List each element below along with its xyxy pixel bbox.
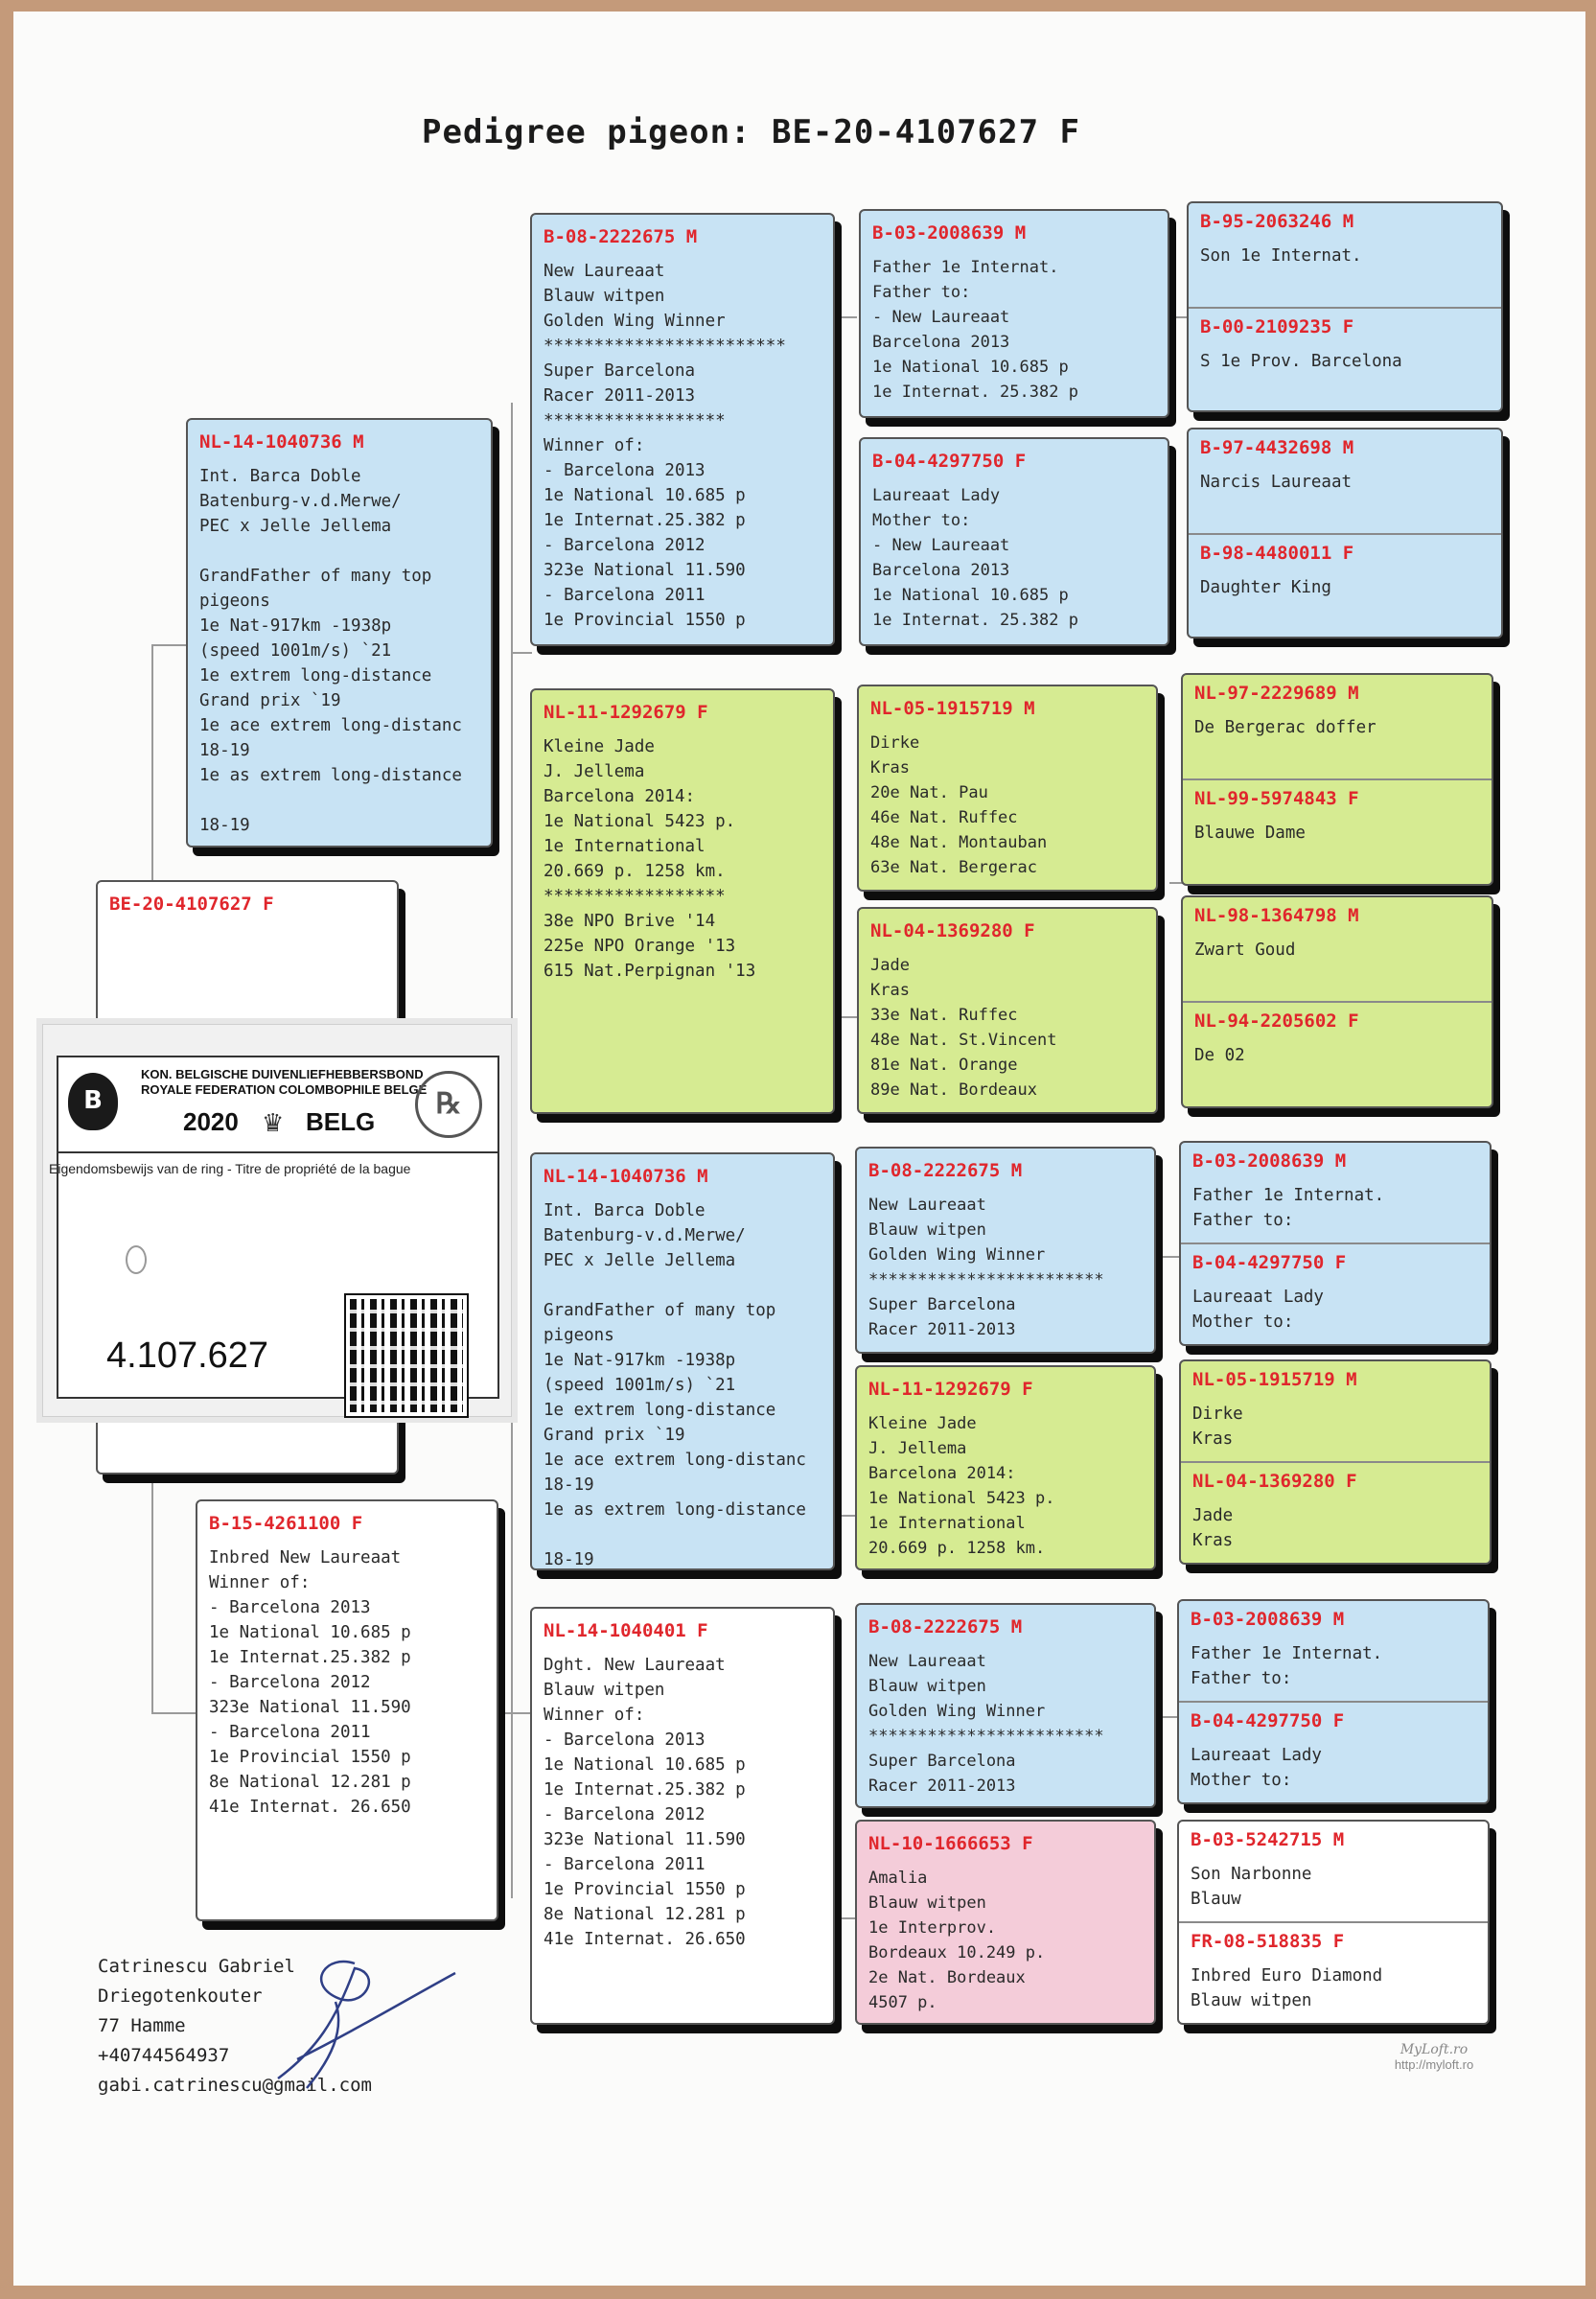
pigeon-notes: S 1e Prov. Barcelona: [1200, 352, 1402, 371]
federation-name-nl: KON. BELGISCHE DUIVENLIEFHEBBERSBOND: [141, 1067, 424, 1081]
pigeon-notes: Father 1e Internat. Father to:: [1192, 1186, 1385, 1230]
pigeon-entry[interactable]: [1189, 203, 1501, 307]
pigeon-notes: Int. Barca Doble Batenburg-v.d.Merwe/ PEC x Jelle Jellema GrandFather of many top pigeons 1e Nat-917km -1938p (speed 1001m/s) `21 1e extrem long-distance Grand prix `19 1e ace extrem long-distanc 18-19 1e as extrem long-distance 18-19: [199, 467, 462, 835]
ring-number: B-03-2008639 M: [872, 222, 1027, 244]
ddd-card[interactable]: [855, 1820, 1156, 2025]
ring-number: B-08-2222675 M: [544, 226, 698, 247]
pigeon-notes: New Laureaat Blauw witpen Golden Wing Winner ************************ Super Barcelona Racer 2011-2013 ****************** Winner of: - Barcelona 2013 1e National 10.685 p 1e Internat.25.382 p - Barcelona 2012 323e National 11.590 - Barcelona 2011 1e Provincial 1550 p: [544, 262, 786, 630]
ring-number: NL-99-5974843 F: [1194, 788, 1359, 809]
signature-icon: [240, 1944, 460, 2098]
pigeon-entry[interactable]: [1183, 897, 1492, 1001]
ring-number: B-03-2008639 M: [1192, 1150, 1347, 1172]
ring-number: B-08-2222675 M: [868, 1160, 1023, 1181]
ring-number: B-95-2063246 M: [1200, 211, 1354, 232]
pigeon-notes: Son 1e Internat.: [1200, 246, 1362, 266]
page-title: Pedigree pigeon: BE-20-4107627 F: [422, 113, 1081, 151]
connector-line: [836, 1917, 855, 1919]
ring-number: B-04-4297750 F: [1192, 1252, 1347, 1273]
sss-card[interactable]: [859, 209, 1169, 418]
dam-card[interactable]: [196, 1499, 498, 1921]
pigeon-entry[interactable]: [1181, 1242, 1490, 1346]
pigeon-notes: Inbred New Laureaat Winner of: - Barcelona 2013 1e National 10.685 p 1e Internat.25.382 p - Barcelona 2012 323e National 11.590 - Barcelona 2011 1e Provincial 1550 p 8e National 12.281 p 41e Internat. 26.650: [209, 1548, 411, 1817]
pigeon-notes: Amalia Blauw witpen 1e Interprov. Bordeaux 10.249 p. 2e Nat. Bordeaux 4507 p.: [868, 1869, 1046, 2012]
qr-code-icon: [346, 1295, 467, 1416]
pigeon-entry[interactable]: [1179, 1701, 1488, 1804]
connector-line: [511, 1361, 513, 1898]
pigeon-entry[interactable]: [1179, 1822, 1488, 1921]
stamp-brand: MyLoft.ro: [1399, 2042, 1469, 2057]
certificate-card: [49, 1056, 499, 1399]
ring-number: NL-05-1915719 M: [1192, 1369, 1357, 1390]
ring-number: NL-14-1040736 M: [199, 431, 364, 453]
ring-number: B-04-4297750 F: [1191, 1710, 1345, 1731]
pigeon-notes: De Bergerac doffer: [1194, 718, 1376, 737]
pigeon-notes: Jade Kras 33e Nat. Ruffec 48e Nat. St.Vincent 81e Nat. Orange 89e Nat. Bordeaux: [870, 956, 1057, 1100]
g4-card-8[interactable]: [1177, 1820, 1490, 2025]
ring-number: B-04-4297750 F: [872, 451, 1027, 472]
pigeon-entry[interactable]: [1179, 1601, 1488, 1701]
connector-line: [1162, 1256, 1179, 1258]
sire-dam-card[interactable]: [530, 688, 835, 1114]
g4-card-3[interactable]: [1181, 673, 1493, 886]
owner-contact: Catrinescu Gabriel Driegotenkouter 77 Hamme +40744564937 gabi.catrinescu@gmail.com: [98, 1956, 372, 2096]
ring-number: NL-97-2229689 M: [1194, 683, 1359, 704]
connector-line: [511, 652, 532, 654]
ring-number: NL-04-1369280 F: [1192, 1471, 1357, 1492]
ring-number: B-15-4261100 F: [209, 1513, 363, 1534]
pigeon-notes: New Laureaat Blauw witpen Golden Wing Winner ************************ Super Barcelona Racer 2011-2013: [868, 1196, 1104, 1339]
pigeon-notes: Zwart Goud: [1194, 940, 1296, 960]
federation-crest-icon: B: [68, 1073, 118, 1130]
g4-card-5[interactable]: [1179, 1141, 1492, 1346]
ring-number: NL-04-1369280 F: [870, 920, 1035, 941]
pigeon-notes: Kleine Jade J. Jellema Barcelona 2014: 1e National 5423 p. 1e International 20.669 p. 1258 km. ****************** 38e NPO Brive '14 225e NPO Orange '13 615 Nat.Perpignan '13: [544, 737, 756, 981]
ring-number: NL-98-1364798 M: [1194, 905, 1359, 926]
connector-line: [1169, 316, 1187, 318]
sdd-card[interactable]: [857, 907, 1158, 1114]
dam-dam-card[interactable]: [530, 1607, 835, 2025]
sire-card[interactable]: [186, 418, 493, 848]
ssd-card[interactable]: [859, 437, 1169, 646]
pigeon-entry[interactable]: [1189, 430, 1501, 533]
ring-number: B-03-5242715 M: [1191, 1829, 1345, 1850]
g4-card-2[interactable]: [1187, 428, 1503, 639]
ring-number: NL-14-1040401 F: [544, 1620, 708, 1641]
punch-hole-icon: [126, 1245, 147, 1274]
ring-number: NL-94-2205602 F: [1194, 1010, 1359, 1032]
ring-number: NL-11-1292679 F: [544, 702, 708, 723]
connector-line: [836, 1515, 855, 1517]
pigeon-notes: Laureaat Lady Mother to: - New Laureaat Barcelona 2013 1e National 10.685 p 1e Internat. 25.382 p: [872, 486, 1078, 630]
certificate-header: [49, 1057, 497, 1176]
certificate-year: 2020: [183, 1107, 239, 1136]
pigeon-notes: Dirke Kras 20e Nat. Pau 46e Nat. Ruffec 48e Nat. Montauban 63e Nat. Bergerac: [870, 733, 1048, 877]
ring-number: B-03-2008639 M: [1191, 1609, 1345, 1630]
ring-number: NL-11-1292679 F: [868, 1379, 1033, 1400]
pigeon-entry[interactable]: [1179, 1921, 1488, 2025]
dss-card[interactable]: [855, 1147, 1156, 1354]
pigeon-notes: Daughter King: [1200, 578, 1331, 597]
website-stamp: [1376, 2042, 1492, 2072]
pigeon-notes: Dght. New Laureaat Blauw witpen Winner of: - Barcelona 2013 1e National 10.685 p 1e Internat.25.382 p - Barcelona 2012 323e National 11.590 - Barcelona 2011 1e Provincial 1550 p 8e National 12.281 p 41e Internat. 26.650: [544, 1656, 746, 1949]
pigeon-notes: Son Narbonne Blauw: [1191, 1865, 1312, 1909]
pigeon-notes: New Laureaat Blauw witpen Golden Wing Winner ************************ Super Barcelona Racer 2011-2013: [868, 1652, 1104, 1796]
pigeon-notes: Dirke Kras: [1192, 1405, 1243, 1449]
connector-line: [151, 644, 186, 646]
dds-card[interactable]: [855, 1603, 1156, 1808]
connector-line: [151, 1712, 196, 1714]
pigeon-entry[interactable]: [1181, 1461, 1490, 1565]
pigeon-notes: Laureaat Lady Mother to:: [1191, 1746, 1322, 1790]
ring-number: NL-05-1915719 M: [870, 698, 1035, 719]
ring-number: NL-14-1040736 M: [544, 1166, 708, 1187]
g4-card-7[interactable]: [1177, 1599, 1490, 1804]
connector-line: [836, 316, 857, 318]
pigeon-notes: Int. Barca Doble Batenburg-v.d.Merwe/ PEC x Jelle Jellema GrandFather of many top pigeons 1e Nat-917km -1938p (speed 1001m/s) `21 1e extrem long-distance Grand prix `19 1e ace extrem long-distanc 18-19 1e as extrem long-distance 18-19: [544, 1201, 806, 1569]
pigeon-entry[interactable]: [1183, 1001, 1492, 1108]
dsd-card[interactable]: [855, 1365, 1156, 1570]
certificate-country: BELG: [306, 1107, 376, 1136]
pigeon-entry[interactable]: [1183, 778, 1492, 886]
ring-number: B-08-2222675 M: [868, 1616, 1023, 1637]
certificate-ring-number: 4.107.627: [106, 1335, 269, 1376]
pigeon-notes: Father 1e Internat. Father to: - New Laureaat Barcelona 2013 1e National 10.685 p 1e Internat. 25.382 p: [872, 258, 1078, 402]
dam-sire-card[interactable]: [530, 1152, 835, 1570]
federation-logo-icon: ℞: [415, 1071, 482, 1138]
pigeon-entry[interactable]: [1181, 1143, 1490, 1242]
sire-sire-card[interactable]: [530, 213, 835, 646]
ring-number: B-97-4432698 M: [1200, 437, 1354, 458]
ring-number: NL-10-1666653 F: [868, 1833, 1033, 1854]
pigeon-notes: De 02: [1194, 1046, 1245, 1065]
ring-number: B-98-4480011 F: [1200, 543, 1354, 564]
pigeon-notes: Inbred Euro Diamond Blauw witpen: [1191, 1966, 1383, 2010]
ring-certificate: [42, 1024, 512, 1417]
ring-number: B-00-2109235 F: [1200, 316, 1354, 337]
federation-name-fr: ROYALE FEDERATION COLOMBOPHILE BELGE: [141, 1082, 428, 1097]
pigeon-notes: Laureaat Lady Mother to:: [1192, 1288, 1324, 1332]
ring-number: FR-08-518835 F: [1191, 1931, 1345, 1952]
sds-card[interactable]: [857, 685, 1158, 892]
connector-line: [501, 1712, 532, 1714]
stamp-url: http://myloft.ro: [1394, 2057, 1474, 2072]
pigeon-entry[interactable]: [1181, 1361, 1490, 1461]
g4-card-4[interactable]: [1181, 895, 1493, 1108]
pigeon-notes: Father 1e Internat. Father to:: [1191, 1644, 1383, 1688]
g4-card-6[interactable]: [1179, 1359, 1492, 1565]
pigeon-notes: Kleine Jade J. Jellema Barcelona 2014: 1e National 5423 p. 1e International 20.669 p. 1258 km.: [868, 1414, 1055, 1558]
pigeon-notes: Jade Kras: [1192, 1506, 1234, 1550]
certificate-subtitle: Eigendomsbewijs van de ring - Titre de propriété de la bague: [49, 1161, 411, 1176]
crown-icon: ♛: [262, 1109, 285, 1138]
pigeon-notes: Blauwe Dame: [1194, 824, 1306, 843]
connector-line: [836, 1016, 857, 1018]
g4-card-1[interactable]: [1187, 201, 1503, 412]
pigeon-entry[interactable]: [1189, 533, 1501, 639]
pigeon-entry[interactable]: [1189, 307, 1501, 412]
pigeon-notes: Narcis Laureaat: [1200, 473, 1353, 492]
pigeon-entry[interactable]: [1183, 675, 1492, 778]
ring-number: BE-20-4107627 F: [109, 894, 274, 915]
